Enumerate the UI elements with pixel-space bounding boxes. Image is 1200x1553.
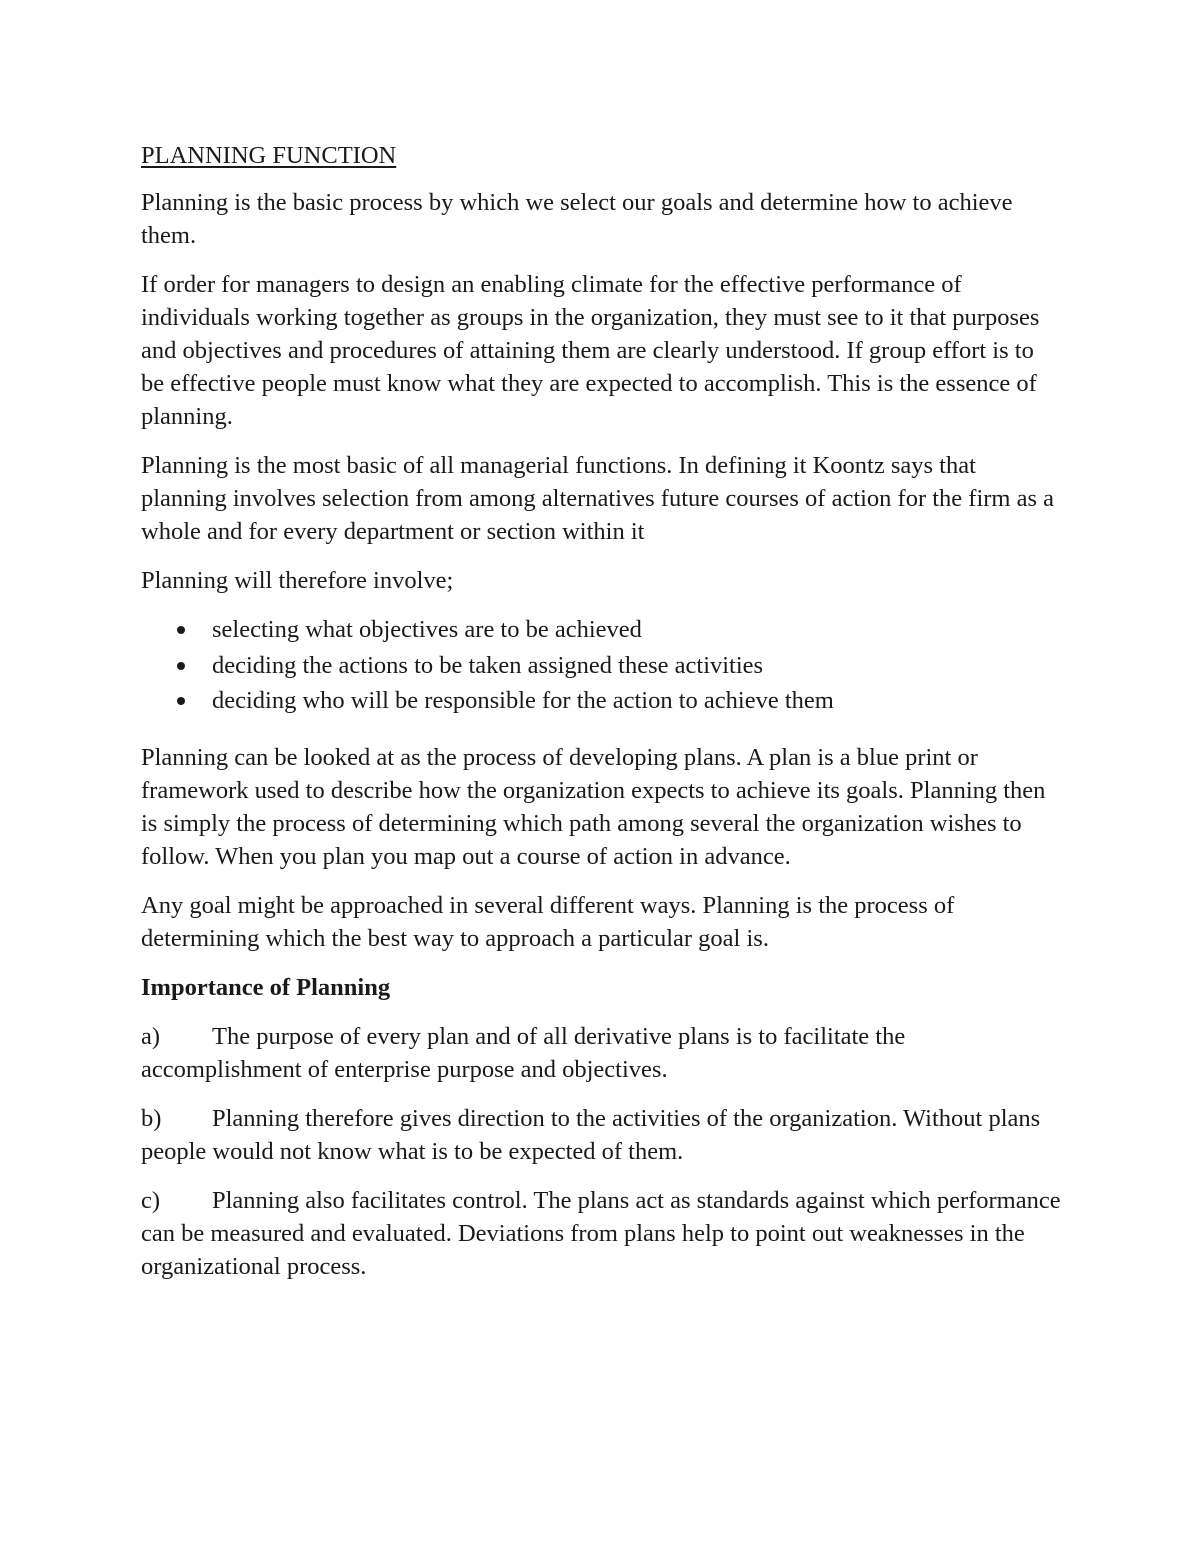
bullet-dot-icon: [177, 697, 185, 705]
item-text: Planning therefore gives direction to the activities of the organization. Without plans people would not know what is to be expected of them.: [141, 1104, 1041, 1165]
bullet-item: [141, 613, 1061, 649]
importance-item: [141, 1102, 1061, 1168]
bullet-text: selecting what objectives are to be achieved: [212, 616, 642, 643]
item-marker: b): [141, 1104, 162, 1132]
paragraph-enabling-climate: If order for managers to design an enabling climate for the effective performance of individuals working together as groups in the organization, they must see to it that purposes and objectives and procedures of attaining them are clearly understood. If group effort is to be effective people must know what they are expected to accomplish. This is the essence of planning.: [141, 271, 1040, 430]
bullet-dot-icon: [177, 662, 185, 670]
page-title: PLANNING FUNCTION: [141, 142, 397, 169]
importance-item: [141, 1020, 1061, 1086]
item-text: The purpose of every plan and of all derivative plans is to facilitate the accomplishment of enterprise purpose and objectives.: [141, 1022, 906, 1083]
item-marker: a): [141, 1022, 161, 1050]
importance-item: [141, 1184, 1061, 1283]
bullet-dot-icon: [177, 626, 185, 634]
paragraph-developing-plans: Planning can be looked at as the process of developing plans. A plan is a blue print or framework used to describe how the organization expects to achieve its goals. Planning then is simply the process of determining which path among several the organization wishes to follow. When you plan you map out a course of action in advance.: [141, 743, 1046, 870]
paragraph-approach-goal: Any goal might be approached in several different ways. Planning is the process of determining which the best way to approach a particular goal is.: [141, 891, 955, 952]
bullet-text: deciding the actions to be taken assigned these activities: [212, 651, 764, 679]
item-marker: c): [141, 1186, 161, 1214]
item-text: Planning also facilitates control. The plans act as standards against which performance can be measured and evaluated. Deviations from plans help to point out weaknesses in the organizational process.: [141, 1186, 1061, 1280]
bullet-text: deciding who will be responsible for the action to achieve them: [212, 687, 834, 714]
section-heading: Importance of Planning: [141, 973, 391, 1001]
paragraph-definition: Planning is the basic process by which we select our goals and determine how to achieve them.: [141, 189, 1013, 249]
document-body: [141, 139, 1061, 1299]
bullet-item: [141, 649, 1061, 685]
paragraph-koontz-definition: Planning is the most basic of all managerial functions. In defining it Koontz says that planning involves selection from among alternatives future courses of action for the firm as a whole and for every department or section within it: [141, 452, 1055, 545]
bullet-item: [141, 684, 1061, 720]
bullet-list: [141, 613, 1061, 720]
paragraph-involve-intro: Planning will therefore involve;: [141, 567, 454, 594]
